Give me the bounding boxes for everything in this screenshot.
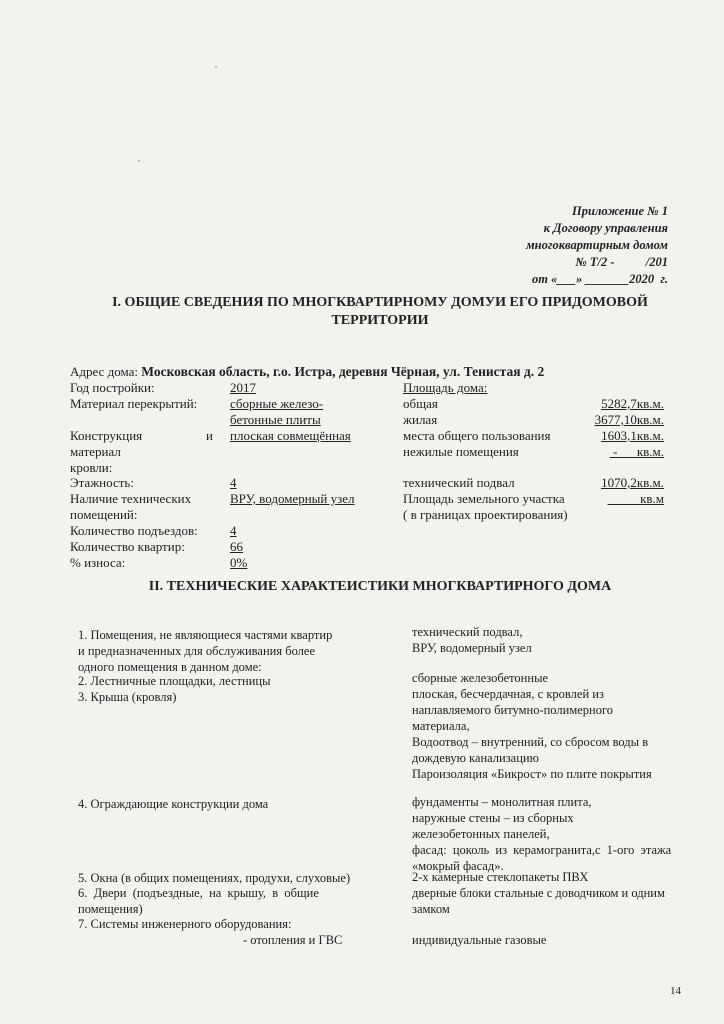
item-6-value-line1: дверные блоки стальные с доводчиком и одним [412, 886, 665, 900]
item-2-value: сборные железобетонные [412, 671, 549, 685]
roof-label-2: материал [70, 444, 121, 459]
item-5-value: 2-х камерные стеклопакеты ПВХ [412, 870, 589, 884]
wear-label: % износа: [70, 555, 126, 570]
item-1-value-line2: ВРУ, водомерный узел [412, 641, 532, 655]
section1-title [100, 294, 660, 330]
item-6-label-line2: помещения) [78, 902, 143, 916]
area-nonres-label: нежилые помещения [403, 444, 519, 459]
item-4-label: 4. Ограждающие конструкции дома [78, 797, 269, 811]
scan-mark [138, 160, 140, 162]
land-label-1: Площадь земельного участка [403, 491, 565, 506]
year-label: Год постройки: [70, 380, 155, 395]
item-7-label: 7. Системы инженерного оборудования: [78, 917, 292, 931]
address-label: Адрес дома: [70, 364, 139, 379]
area-living-label: жилая [403, 412, 438, 427]
appendix-header [526, 203, 668, 288]
item-6-label-line1: 6. Двери (подъездные, на крышу, в общие [78, 886, 319, 900]
floors-label: Этажность: [70, 475, 134, 490]
section1-title-line1: I. ОБЩИЕ СВЕДЕНИЯ ПО МНОГКВАРТИРНОМУ ДОМУИ ЕГО ПРИДОМОВОЙ [112, 295, 648, 310]
section2-title: II. ТЕХНИЧЕСКИЕ ХАРАКТЕИСТИКИ МНОГКВАРТИРНОГО ДОМА [148, 579, 612, 594]
item-3-value-line6: Пароизоляция «Бикрост» по плите покрытия [412, 767, 652, 781]
scan-mark [215, 66, 217, 68]
material-value-1: сборные железо- [230, 396, 324, 411]
floors-value: 4 [230, 475, 237, 490]
apartments-value: 66 [230, 539, 243, 554]
area-total-label: общая [403, 396, 438, 411]
contract-ref-2: многоквартирным домом [526, 238, 668, 252]
item-1-label-line1: 1. Помещения, не являющиеся частями квартир [78, 628, 333, 642]
address-value: Московская область, г.о. Истра, деревня Чёрная, ул. Тенистая д. 2 [141, 364, 545, 379]
basement-label: технический подвал [403, 475, 515, 490]
item-4-value-line3: железобетонных панелей, [412, 827, 550, 841]
item-2-label: 2. Лестничные площадки, лестницы [78, 674, 271, 688]
entrances-value: 4 [230, 523, 237, 538]
contract-date: от «___» _______2020 г. [531, 272, 668, 286]
apartments-label: Количество квартир: [70, 539, 185, 554]
area-nonres-value: - кв.м. [609, 444, 664, 459]
item-4-value [412, 794, 672, 874]
area-total-value: 5282,7кв.м. [601, 396, 664, 411]
item-4-value-line5: «мокрый фасад». [412, 859, 504, 873]
area-common-value: 1603,1кв.м. [601, 428, 664, 443]
tech-value: ВРУ, водомерный узел [230, 491, 355, 506]
item-3-value-line3: материала, [412, 719, 470, 733]
entrances-label: Количество подъездов: [70, 523, 198, 538]
item-3-value-line5: дождевую канализацию [412, 751, 539, 765]
item-4-value-line1: фундаменты – монолитная плита, [412, 795, 592, 809]
page-number: 14 [670, 985, 681, 997]
address-row [70, 364, 544, 380]
item-1-value-line1: технический подвал, [412, 625, 523, 639]
item-1-label-line2: и предназначенных для обслуживания более [78, 644, 315, 658]
item-5-label: 5. Окна (в общих помещениях, продухи, слуховые) [78, 871, 351, 885]
item-6-value-line2: замком [412, 902, 450, 916]
roof-label-1: Конструкция [70, 428, 143, 443]
item-4-value-line4: фасад: цоколь из керамогранита,с 1-ого этажа [412, 843, 672, 857]
tech-label-2: помещений: [70, 507, 138, 522]
item-3-value-line4: Водоотвод – внутренний, со сбросом воды в [412, 735, 649, 749]
section1-title-line2: ТЕРРИТОРИИ [331, 313, 429, 328]
item-8-label: - отопления и ГВС [243, 933, 343, 947]
area-living-value: 3677,10кв.м. [594, 412, 664, 427]
land-label-2: ( в границах проектирования) [403, 507, 568, 522]
item-6-label [78, 885, 319, 917]
item-3-label: 3. Крыша (кровля) [78, 690, 177, 704]
item-1-label [78, 627, 332, 675]
item-1-label-line3: одного помещения в данном доме: [78, 660, 262, 674]
year-value: 2017 [230, 380, 256, 395]
item-1-value [412, 624, 532, 656]
item-3-value-line1: плоская, бесчердачная, с кровлей из [412, 687, 604, 701]
appendix-title: Приложение № 1 [572, 204, 668, 218]
contract-ref: к Договору управления [543, 221, 668, 235]
land-value: _____кв.м [607, 491, 664, 506]
material-label: Материал перекрытий: [70, 396, 198, 411]
material-value-2: бетонные плиты [230, 412, 321, 427]
roof-label-and: и [206, 428, 213, 443]
item-4-value-line2: наружные стены – из сборных [412, 811, 574, 825]
contract-number: № Т/2 - /201 [575, 255, 668, 269]
roof-label-3: кровли: [70, 460, 113, 475]
item-8-value: индивидуальные газовые [412, 933, 547, 947]
item-6-value [412, 885, 665, 917]
wear-value: 0% [230, 555, 248, 570]
roof-value: плоская совмещённая [230, 428, 351, 443]
item-3-value [412, 686, 652, 782]
basement-value: 1070,2кв.м. [601, 475, 664, 490]
item-3-value-line2: наплавляемого битумно-полимерного [412, 703, 614, 717]
tech-label-1: Наличие технических [70, 491, 192, 506]
area-title: Площадь дома: [403, 380, 488, 395]
area-common-label: места общего пользования [403, 428, 551, 443]
